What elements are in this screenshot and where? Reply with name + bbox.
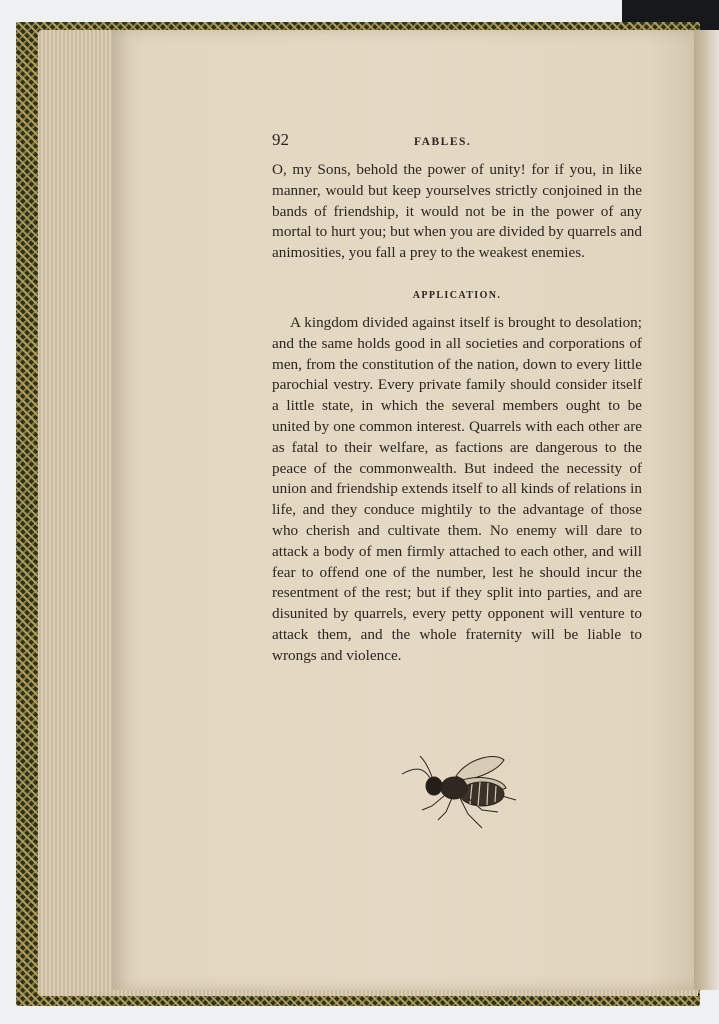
- page-text: [272, 130, 642, 667]
- running-head: [272, 130, 642, 160]
- page-gutter-edge: [694, 30, 719, 990]
- intro-paragraph: O, my Sons, behold the power of unity! for if you, in like manner, would but keep yourselves strictly conjoined in the bands of friendship, it would not be in the power of any mortal to hurt you; but when you are divided by quarrels and animosities, you fall a prey to the weakest enemies.: [272, 161, 642, 262]
- page-number: 92: [272, 130, 289, 149]
- application-paragraph: A kingdom divided against itself is brought to desolation; and the same holds good in all societies and corporations of men, from the constitution of the nation, down to every little parochial vestry. Every private family should consider itself a little state, in which the several members ought to be united by one common interest. Quarrels with each other are as fatal to their welfare, as factions are dangerous to the peace of the commonwealth. But indeed the necessity of union and friendship extends itself to all kinds of relations in life, and they conduce mightily to the advantage of those who cherish and cultivate them. No enemy will dare to attack a body of men firmly attached to each other, and will fear to offend one of the number, lest he should incur the resentment of the rest; but if they split into parties, and are disunited by quarrels, every petty opponent will venture to attack them, and the whole fraternity will be liable to wrongs and violence.: [272, 313, 642, 664]
- bee-icon: [398, 748, 524, 834]
- section-heading: APPLICATION.: [412, 289, 502, 301]
- running-head-title: FABLES.: [414, 136, 472, 148]
